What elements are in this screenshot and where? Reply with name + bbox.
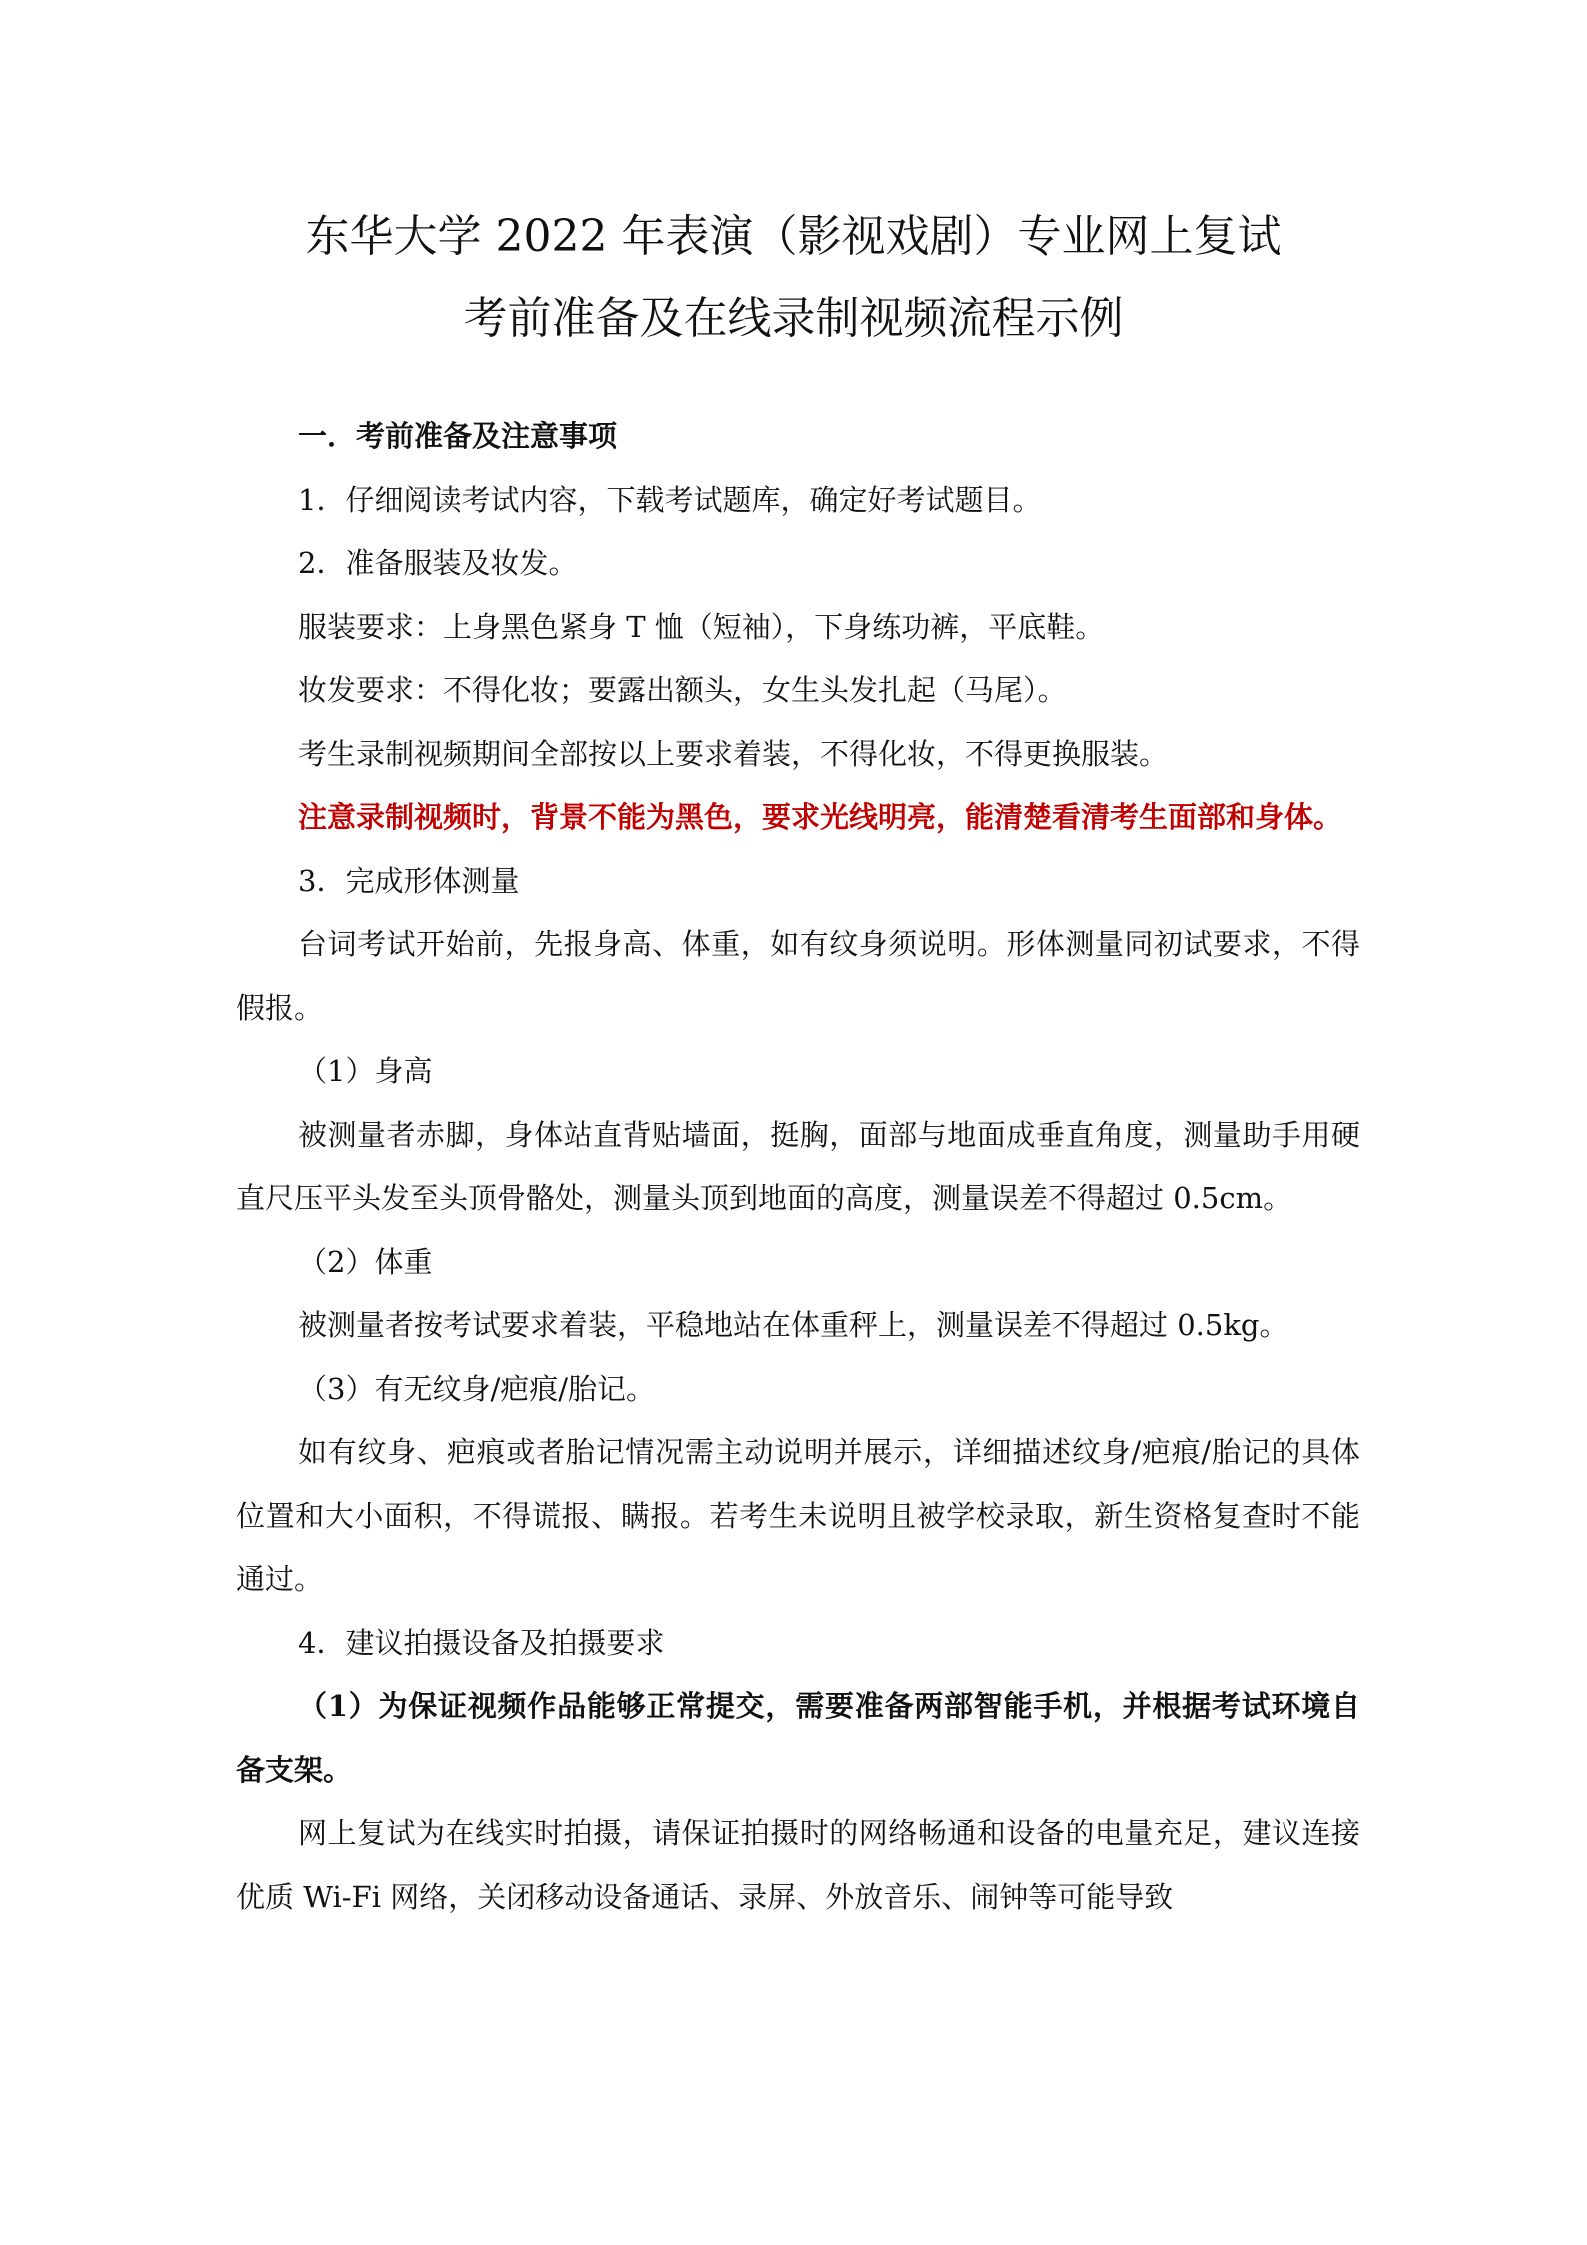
subheading-tattoo: （3）有无纹身/疤痕/胎记。 [298, 1371, 655, 1406]
subheading-weight: （2）体重 [298, 1244, 433, 1279]
list-item-recording-device: 4．建议拍摄设备及拍摄要求 [298, 1625, 665, 1660]
measurement-intro: 台词考试开始前，先报身高、体重，如有纹身须说明。形体测量同初试要求，不得假报。 [236, 927, 1360, 1025]
makeup-requirement: 妆发要求：不得化妆；要露出额头，女生头发扎起（马尾）。 [298, 673, 1067, 707]
tattoo-instructions: 如有纹身、疤痕或者胎记情况需主动说明并展示，详细描述纹身/疤痕/胎记的具体位置和大小面积，不得谎报、瞒报。若考生未说明且被学校录取，新生资格复查时不能通过。 [236, 1435, 1360, 1596]
document-title-line-2: 考前准备及在线录制视频流程示例 [463, 293, 1124, 344]
weight-instructions: 被测量者按考试要求着装，平稳地站在体重秤上，测量误差不得超过 0.5kg。 [298, 1308, 1289, 1342]
subheading-height: （1）身高 [298, 1054, 433, 1088]
list-item-body-measurement: 3．完成形体测量 [298, 863, 520, 898]
network-instructions: 网上复试为在线实时拍摄，请保证拍摄时的网络畅通和设备的电量充足，建议连接优质 Wi-Fi 网络，关闭移动设备通话、录屏、外放音乐、闹钟等可能导致 [236, 1816, 1360, 1914]
height-instructions: 被测量者赤脚，身体站直背贴墙面，挺胸，面部与地面成垂直角度，测量助手用硬直尺压平头发至头顶骨骼处，测量头顶到地面的高度，测量误差不得超过 0.5cm。 [236, 1117, 1360, 1215]
document-title-line-1: 东华大学 2022 年表演（影视戏剧）专业网上复试 [305, 211, 1282, 262]
section-heading-exam-preparation: 一．考前准备及注意事项 [298, 419, 618, 453]
red-notice-background: 注意录制视频时，背景不能为黑色，要求光线明亮，能清楚看清考生面部和身体。 [298, 800, 1343, 834]
device-requirement-bold: （1）为保证视频作品能够正常提交，需要准备两部智能手机，并根据考试环境自备支架。 [236, 1689, 1360, 1787]
list-item-costume-makeup: 2．准备服装及妆发。 [298, 546, 578, 580]
costume-requirement: 服装要求：上身黑色紧身 T 恤（短袖），下身练功裤，平底鞋。 [298, 609, 1105, 644]
recording-dress-rule: 考生录制视频期间全部按以上要求着装，不得化妆，不得更换服装。 [298, 736, 1169, 771]
document-body [236, 405, 1360, 1929]
list-item-read-content: 1．仔细阅读考试内容，下载考试题库，确定好考试题目。 [298, 482, 1042, 517]
